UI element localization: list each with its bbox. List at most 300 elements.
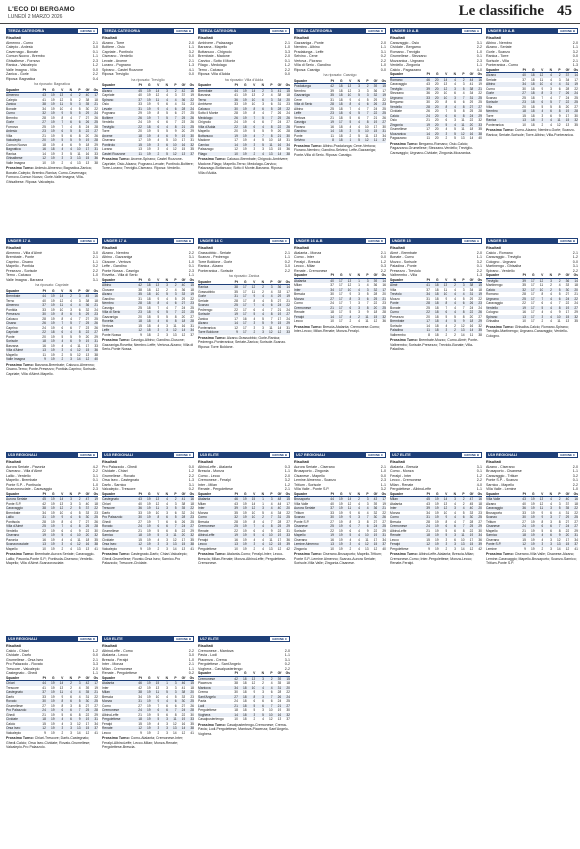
team-name: Ghisalba — [486, 319, 500, 323]
stat-cell: 36 — [273, 285, 282, 290]
stat-cell: 4 — [63, 303, 72, 308]
stat-cell: 28 — [569, 109, 578, 114]
stat-cell: 22 — [37, 330, 46, 335]
next-round-label: Prossimo Turno: — [102, 736, 131, 740]
team-name: Palazzago — [198, 147, 214, 151]
match: Valcalepio - Trescore — [102, 487, 136, 491]
group-badge: GIRONE B — [560, 29, 575, 33]
score: 2-1 — [92, 657, 98, 662]
stat-cell: 22 — [85, 528, 90, 533]
team-name: Calcio — [390, 114, 421, 119]
stat-cell: 17 — [277, 316, 282, 321]
team-name: Filago — [198, 152, 229, 157]
team-name: Atalanta — [390, 501, 403, 506]
stat-cell: 4 — [72, 690, 81, 695]
team-name: Stezzano — [390, 91, 404, 95]
column-header: Pt — [421, 278, 430, 283]
column-header: P — [168, 676, 177, 681]
category-title: UNDER 15 GIRONE B — [486, 238, 578, 244]
stat-cell: 11 — [426, 136, 430, 140]
stat-cell: 10 — [343, 93, 352, 98]
stat-cell: 33 — [138, 102, 142, 106]
stat-cell: 19 — [273, 533, 282, 538]
score: 2-2 — [188, 473, 194, 478]
team-name: Cene — [294, 97, 302, 102]
stat-cell: 12 — [347, 283, 352, 287]
stat-cell: 13 — [343, 278, 352, 283]
stat-cell: 5 — [78, 510, 81, 515]
score: 0-0 — [92, 653, 98, 657]
stat-cell: 31 — [465, 96, 474, 101]
stat-cell: 8 — [174, 712, 177, 717]
stat-cell: 35 — [574, 319, 578, 323]
match: Riposa: Villa d'Adda — [198, 72, 230, 76]
stat-cell: 32 — [281, 713, 290, 718]
stat-cell: 19 — [530, 519, 535, 524]
stat-cell: 22 — [185, 506, 194, 511]
stat-cell: 18 — [234, 708, 238, 712]
stat-cell: 8 — [247, 107, 256, 112]
team-name: Castel Rozzone — [102, 152, 133, 157]
team-name: Verdello — [486, 306, 517, 311]
match: Almenno - Curno — [6, 40, 34, 45]
stat-cell: 27 — [286, 519, 290, 524]
match: Cisanese - Mapello — [294, 473, 325, 478]
stat-cell: 3 — [343, 129, 352, 134]
stat-cell: 5 — [168, 515, 177, 520]
score: 4-0 — [476, 482, 482, 487]
stat-cell: 4 — [159, 125, 168, 130]
stat-cell: 19 — [430, 497, 439, 502]
stat-cell: 11 — [77, 343, 81, 348]
stat-cell: 38 — [37, 102, 46, 107]
column-header: Gf — [81, 492, 90, 497]
stat-cell: 5 — [247, 704, 256, 709]
stat-cell: 33 — [181, 694, 186, 699]
stat-cell: 19 — [338, 501, 343, 506]
stat-cell: 3 — [151, 143, 160, 148]
team-name: Ciserano — [102, 138, 116, 142]
column-header: Gf — [465, 278, 474, 283]
stat-cell: 2 — [447, 283, 456, 288]
stat-cell: 18 — [146, 323, 151, 328]
stat-cell: 23 — [190, 102, 194, 106]
stat-cell: 12 — [347, 501, 352, 506]
stat-cell: 19 — [530, 510, 535, 515]
stat-cell: 5 — [159, 116, 168, 121]
stat-cell: 11 — [535, 506, 544, 511]
team-name: Ponte S.P. — [294, 519, 310, 524]
match: Atalanta - Brescia — [390, 464, 419, 469]
stat-cell: 18 — [277, 138, 282, 142]
stat-cell: 4 — [262, 307, 264, 312]
stat-cell: 17 — [181, 138, 186, 142]
stat-cell: 3 — [247, 321, 256, 326]
match: Spirano - Verdello — [486, 268, 515, 273]
stat-cell: 33 — [421, 96, 430, 101]
stat-cell: 27 — [85, 703, 90, 708]
stat-cell: 9 — [140, 730, 142, 735]
stat-cell: 6 — [535, 524, 544, 529]
stat-cell: 39 — [517, 278, 526, 283]
stat-cell: 43 — [426, 501, 430, 506]
stat-cell: 27 — [85, 316, 90, 321]
team-name: Albino — [294, 106, 304, 111]
stat-cell: 11 — [539, 77, 544, 82]
stat-cell: 19 — [526, 533, 535, 538]
stat-cell: 7 — [558, 301, 561, 305]
stat-cell: 18 — [338, 133, 343, 138]
team-name: Villa — [6, 133, 13, 138]
stat-cell: 23 — [382, 301, 386, 305]
stat-cell: 3 — [78, 298, 81, 303]
stat-cell: 28 — [89, 524, 98, 529]
stat-cell: 4 — [70, 510, 72, 515]
stat-cell: 4 — [550, 319, 552, 323]
stat-cell: 34 — [565, 77, 570, 82]
stat-cell: 24 — [42, 325, 46, 330]
stat-cell: 22 — [81, 330, 90, 335]
stat-cell: 22 — [565, 528, 570, 533]
results-heading: Risultati — [102, 36, 117, 40]
stat-cell: 35 — [277, 681, 282, 685]
stat-cell: 12 — [155, 287, 160, 292]
stat-cell: 16 — [177, 143, 186, 148]
stat-cell: 44 — [277, 501, 282, 506]
stat-cell: 4 — [262, 537, 264, 542]
stat-cell: 5 — [247, 312, 256, 317]
newspaper-name: L'ECO DI BERGAMO — [8, 6, 75, 13]
stat-cell: 2 — [262, 289, 264, 294]
team-name: Ciserano — [294, 537, 308, 542]
stat-cell: 22 — [286, 690, 290, 694]
stat-cell: 5 — [63, 138, 72, 143]
stat-cell: 13 — [251, 93, 256, 97]
stat-cell: 2 — [157, 546, 160, 551]
standings-table — [486, 273, 578, 324]
stat-cell: 28 — [177, 515, 186, 520]
match: Milan - Cremonese — [102, 666, 133, 671]
stat-cell: 3 — [159, 506, 168, 511]
stat-cell: 25 — [190, 111, 194, 115]
column-header: Gs — [281, 83, 290, 88]
stat-cell: 13 — [59, 685, 64, 690]
score: 2-0 — [476, 250, 482, 255]
stat-cell: 27 — [574, 104, 578, 109]
column-header: N — [63, 289, 72, 294]
stat-cell: 3 — [550, 86, 552, 91]
stat-cell: 19 — [146, 129, 151, 133]
column-header: Gs — [89, 88, 98, 93]
stat-cell: 8 — [264, 312, 273, 317]
match: Cologno - Urgnano — [486, 259, 517, 264]
stat-cell: 3 — [61, 151, 64, 156]
stat-cell: 4 — [454, 501, 456, 506]
stat-cell: 13 — [177, 152, 186, 157]
standings-table — [102, 676, 194, 736]
stat-cell: 4 — [349, 537, 352, 542]
column-header: Pt — [37, 676, 46, 681]
team-name: Treviglio — [486, 278, 517, 283]
stat-cell: 5 — [462, 296, 465, 301]
stat-cell: 19 — [434, 510, 439, 515]
stat-cell: 39 — [273, 676, 282, 681]
stat-cell: 24 — [478, 305, 482, 310]
match: Feralpi - Brescia — [294, 259, 321, 264]
stat-cell: 19 — [142, 98, 151, 103]
stat-cell: 18 — [526, 100, 535, 105]
stat-cell: 19 — [46, 111, 55, 116]
stat-cell: 28 — [185, 708, 194, 713]
stat-cell: 3 — [543, 515, 552, 520]
column-header: V — [247, 280, 256, 285]
stat-cell: 11 — [55, 303, 64, 308]
stat-cell: 19 — [50, 343, 55, 348]
group-badge: GIRONE A — [464, 239, 479, 243]
team-name: Valle Imagna — [6, 160, 25, 165]
stat-cell: 5 — [253, 129, 256, 133]
stat-cell: 18 — [133, 319, 142, 324]
stat-cell: 13 — [181, 546, 186, 551]
stat-cell: 7 — [168, 310, 177, 315]
stat-cell: 11 — [365, 537, 369, 542]
stat-cell: 4 — [550, 95, 552, 100]
stat-cell: 41 — [421, 283, 430, 288]
team-name: Ghedi — [102, 519, 111, 524]
team-name: Villa d'Almè — [6, 348, 37, 353]
stat-cell: 18 — [146, 287, 151, 292]
stat-cell: 7 — [55, 524, 64, 529]
column-header: N — [255, 280, 264, 285]
stat-cell: 18 — [242, 699, 247, 703]
team-name: Presezzo — [390, 314, 404, 319]
standings-table — [6, 88, 98, 166]
stat-cell: 20 — [465, 123, 474, 128]
team-name: Castegnato — [102, 497, 133, 502]
stat-cell: 15 — [281, 497, 290, 502]
stat-cell: 13 — [59, 501, 64, 506]
next-round-label: Prossimo Turno: — [198, 157, 227, 161]
team-name: Brusaporto — [486, 510, 503, 515]
stat-cell: 14 — [439, 77, 448, 82]
stat-cell: 19 — [46, 312, 55, 317]
stat-cell: 4 — [543, 118, 552, 123]
stat-cell: 38 — [85, 298, 90, 303]
stat-cell: 18 — [238, 676, 247, 681]
stat-cell: 7 — [264, 515, 273, 520]
stat-cell: 19 — [46, 524, 55, 529]
next-round-label: Prossimo Turno: — [6, 552, 35, 556]
column-header: N — [543, 492, 552, 497]
column-header: Gs — [89, 492, 98, 497]
stat-cell: 30 — [185, 134, 194, 139]
match: Villa di Serio - Gandino — [294, 63, 331, 67]
stat-cell: 9 — [247, 294, 256, 299]
next-round-label: Prossimo Turno: — [198, 552, 227, 556]
team-name: Voghera — [198, 713, 229, 718]
stat-cell: 6 — [63, 312, 72, 317]
stat-cell: 35 — [190, 721, 194, 726]
stat-cell: 19 — [238, 116, 247, 121]
stat-cell: 23 — [325, 111, 334, 116]
stat-cell: 7 — [264, 704, 273, 709]
stat-cell: 14 — [151, 88, 160, 93]
stat-cell: 9 — [151, 107, 160, 112]
column-header: Pt — [325, 273, 334, 278]
stat-cell: 40 — [517, 73, 526, 78]
column-header: Gf — [561, 68, 570, 73]
match: Almè - Brembate — [390, 250, 417, 255]
stat-cell: 15 — [561, 315, 570, 320]
stat-cell: 8 — [445, 100, 448, 104]
stat-cell: 15 — [42, 721, 46, 726]
column-header: V — [439, 278, 448, 283]
stat-cell: 4 — [63, 93, 72, 98]
column-header: Squadre — [294, 492, 325, 497]
team-name: Nembro — [294, 88, 306, 93]
group-badge: GIRONE C — [560, 453, 575, 457]
stat-cell: 28 — [185, 319, 194, 324]
stat-cell: 36 — [373, 283, 378, 287]
team-name: Martinengo — [486, 283, 503, 287]
stat-cell: 22 — [181, 528, 186, 533]
stat-cell: 19 — [142, 542, 151, 547]
stat-cell: 26 — [190, 703, 194, 708]
stat-cell: 17 — [242, 298, 247, 303]
column-header: Squadre — [102, 278, 133, 283]
stat-cell: 19 — [281, 294, 290, 299]
stat-cell: 6 — [558, 86, 561, 91]
team-name: Lodi — [198, 704, 229, 709]
column-header: P — [552, 273, 561, 278]
stat-cell: 6 — [552, 297, 561, 302]
team-name: Ranica — [486, 118, 517, 123]
column-header: G — [46, 676, 55, 681]
stat-cell: 29 — [181, 296, 186, 301]
group-badge: GIRONE A — [464, 29, 479, 33]
stat-cell: 20 — [565, 104, 570, 109]
stat-cell: 5 — [343, 120, 352, 125]
stat-cell: 42 — [229, 676, 238, 681]
stat-cell: 27 — [89, 129, 98, 134]
stat-cell: 3 — [174, 685, 177, 690]
stat-cell: 21 — [89, 690, 98, 695]
stat-cell: 3 — [55, 348, 64, 353]
results-heading: Risultati — [294, 460, 309, 464]
stat-cell: 12 — [37, 156, 46, 161]
next-round-fixtures: Curno-Alzano; Nembro-Gorle; Scanzo-Ranica; Seriate-Sorisole; Torre-Albino; Villa-Ponteranica. — [486, 128, 576, 137]
stat-cell: 5 — [439, 123, 448, 128]
stat-cell: 6 — [168, 301, 177, 306]
stat-cell: 4 — [255, 303, 264, 308]
stat-cell: 21 — [286, 298, 290, 303]
stat-cell: 5 — [61, 334, 64, 339]
stat-cell: 24 — [190, 510, 194, 515]
stat-cell: 3 — [358, 301, 360, 305]
stat-cell: 3 — [63, 497, 72, 502]
stat-cell: 11 — [42, 352, 46, 357]
score: 1-1 — [92, 671, 98, 675]
score: 1-1 — [92, 259, 98, 264]
stat-cell: 6 — [439, 310, 448, 315]
stat-cell: 24 — [569, 91, 578, 96]
stat-cell: 18 — [338, 88, 343, 93]
stat-cell: 34 — [469, 287, 474, 292]
stat-cell: 1 — [351, 278, 360, 283]
match: Valbrembo - Villa — [390, 273, 418, 277]
standings-block — [198, 238, 290, 448]
score: 1-1 — [92, 54, 98, 58]
stat-cell: 19 — [430, 533, 439, 538]
group-badge: GIRONE A — [80, 239, 95, 243]
team-name: Chiari — [6, 681, 37, 686]
stat-cell: 37 — [426, 287, 430, 292]
stat-cell: 17 — [526, 315, 535, 320]
standings-table — [294, 273, 386, 324]
stat-cell: 11 — [133, 152, 142, 157]
team-name: Mapello — [6, 546, 18, 551]
stat-cell: 13 — [565, 319, 570, 323]
stat-cell: 22 — [469, 528, 474, 533]
stat-cell: 21 — [373, 115, 378, 120]
score: 2-3 — [188, 268, 194, 273]
match: Milan - Renate — [390, 482, 414, 487]
stat-cell: 4 — [454, 510, 456, 515]
stat-cell: 45 — [469, 501, 474, 506]
stat-cell: 30 — [81, 515, 90, 520]
stat-cell: 4 — [550, 122, 552, 127]
column-header: P — [264, 492, 273, 497]
stat-cell: 5 — [351, 111, 360, 116]
stat-cell: 4 — [61, 142, 64, 147]
stat-cell: 20 — [37, 138, 46, 143]
bye-note: ha riposato: Capriate — [35, 283, 69, 287]
stat-cell: 10 — [42, 160, 46, 165]
results-heading: Risultati — [102, 644, 117, 648]
stat-cell: 11 — [461, 118, 465, 122]
team-name: Inter — [390, 506, 421, 511]
stat-cell: 20 — [382, 292, 386, 296]
stat-cell: 10 — [330, 319, 334, 323]
stat-cell: 7 — [456, 96, 465, 101]
stat-cell: 18 — [526, 73, 535, 78]
stat-cell: 42 — [177, 88, 186, 93]
stat-cell: 4 — [349, 124, 352, 129]
stat-cell: 27 — [138, 519, 142, 524]
stat-cell: 17 — [234, 138, 238, 142]
score: 2-0 — [284, 473, 290, 478]
standings-block — [390, 452, 482, 632]
stat-cell: 24 — [85, 124, 90, 129]
score: 2-0 — [380, 40, 386, 45]
stat-cell: 13 — [325, 542, 334, 547]
stat-cell: 10 — [59, 510, 64, 515]
stat-cell: 8 — [366, 519, 369, 524]
match: Villa Valle - Lemine — [486, 487, 517, 491]
next-round — [390, 338, 482, 352]
stat-cell: 26 — [277, 111, 282, 115]
stat-cell: 9 — [439, 515, 448, 520]
stat-cell: 4 — [558, 283, 561, 287]
stat-cell: 25 — [81, 708, 90, 713]
score: 3-2 — [476, 259, 482, 264]
stat-cell: 3 — [70, 703, 72, 708]
stat-cell: 12 — [277, 546, 282, 551]
score: 2-1 — [572, 58, 578, 63]
column-header: Gs — [569, 273, 578, 278]
stat-cell: 4 — [270, 681, 273, 685]
stat-cell: 6 — [72, 515, 81, 520]
